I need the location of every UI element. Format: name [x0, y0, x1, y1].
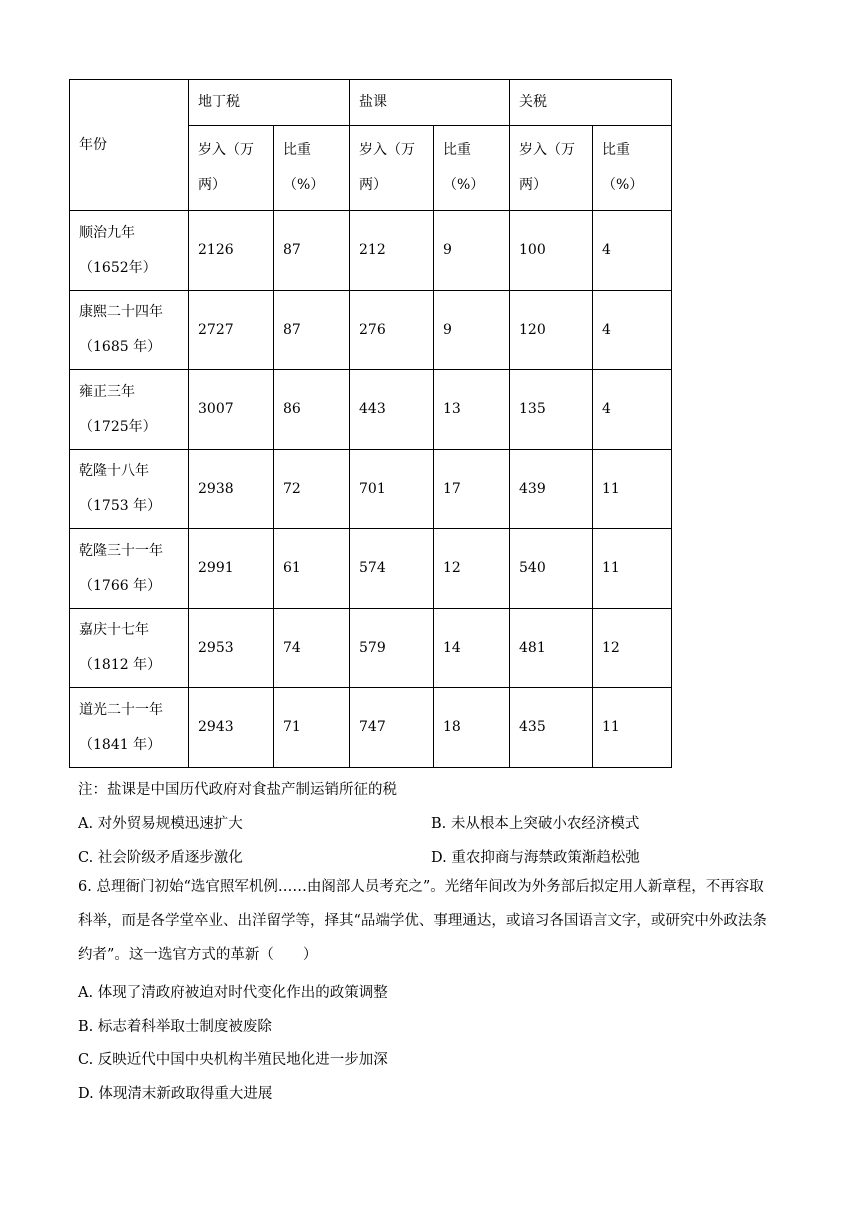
- cell: 72: [274, 450, 350, 529]
- year-header: 年份: [70, 80, 189, 211]
- sub-header-income: 岁入（万两）: [350, 126, 434, 211]
- cell: 18: [434, 688, 510, 768]
- cell: 17: [434, 450, 510, 529]
- cell: 135: [510, 370, 593, 450]
- q6-stem: 6. 总理衙门初始“选官照军机例……由阁部人员考充之”。光绪年间改为外务部后拟定用人新章程，不再容取科举，而是各学堂卒业、出洋留学等，择其“品端学优、事理通达，或谙习各国语言文字，或研究中外政法条约者”。这一选官方式的革新（ ）: [78, 879, 767, 963]
- cell: 2727: [189, 291, 274, 370]
- year-cell: 道光二十一年（1841 年）: [70, 688, 189, 768]
- table-row: [70, 688, 672, 768]
- group-header-diding: 地丁税: [189, 80, 350, 126]
- sub-header-income: 岁入（万两）: [189, 126, 274, 211]
- q6-option-c: C. 反映近代中国中央机构半殖民地化进一步加深: [78, 1052, 388, 1068]
- q6-option-b: B. 标志着科举取士制度被废除: [78, 1019, 272, 1035]
- cell: 3007: [189, 370, 274, 450]
- year-cell: 乾隆十八年（1753 年）: [70, 450, 189, 529]
- cell: 212: [350, 211, 434, 291]
- year-cell: 顺治九年（1652年）: [70, 211, 189, 291]
- cell: 13: [434, 370, 510, 450]
- cell: 439: [510, 450, 593, 529]
- cell: 4: [593, 211, 672, 291]
- tax-revenue-table: [69, 79, 672, 768]
- cell: 86: [274, 370, 350, 450]
- year-cell: 康熙二十四年（1685 年）: [70, 291, 189, 370]
- cell: 11: [593, 450, 672, 529]
- cell: 2126: [189, 211, 274, 291]
- cell: 435: [510, 688, 593, 768]
- cell: 701: [350, 450, 434, 529]
- cell: 74: [274, 609, 350, 688]
- cell: 12: [593, 609, 672, 688]
- group-header-guanshui: 关税: [510, 80, 672, 126]
- year-cell: 雍正三年（1725年）: [70, 370, 189, 450]
- table-row: [70, 370, 672, 450]
- cell: 747: [350, 688, 434, 768]
- cell: 481: [510, 609, 593, 688]
- cell: 579: [350, 609, 434, 688]
- q5-option-a: A. 对外贸易规模迅速扩大: [78, 816, 243, 832]
- cell: 61: [274, 529, 350, 609]
- table-row: [70, 450, 672, 529]
- cell: 87: [274, 211, 350, 291]
- cell: 14: [434, 609, 510, 688]
- cell: 2943: [189, 688, 274, 768]
- table-note: 注：盐课是中国历代政府对食盐产制运销所征的税: [78, 782, 397, 798]
- q6-option-a: A. 体现了清政府被迫对时代变化作出的政策调整: [78, 985, 388, 1001]
- cell: 100: [510, 211, 593, 291]
- table-row: [70, 529, 672, 609]
- cell: 87: [274, 291, 350, 370]
- sub-header-ratio: 比重（%）: [434, 126, 510, 211]
- sub-header-ratio: 比重（%）: [593, 126, 672, 211]
- q5-option-c: C. 社会阶级矛盾逐步激化: [78, 850, 243, 866]
- cell: 2991: [189, 529, 274, 609]
- cell: 12: [434, 529, 510, 609]
- cell: 574: [350, 529, 434, 609]
- table-row: [70, 291, 672, 370]
- cell: 443: [350, 370, 434, 450]
- cell: 4: [593, 291, 672, 370]
- cell: 9: [434, 291, 510, 370]
- cell: 9: [434, 211, 510, 291]
- cell: 276: [350, 291, 434, 370]
- cell: 11: [593, 688, 672, 768]
- group-header-yanke: 盐课: [350, 80, 510, 126]
- q5-option-b: B. 未从根本上突破小农经济模式: [431, 816, 640, 832]
- cell: 2953: [189, 609, 274, 688]
- cell: 4: [593, 370, 672, 450]
- year-cell: 乾隆三十一年（1766 年）: [70, 529, 189, 609]
- cell: 2938: [189, 450, 274, 529]
- q5-option-d: D. 重农抑商与海禁政策渐趋松弛: [431, 850, 640, 866]
- cell: 540: [510, 529, 593, 609]
- sub-header-income: 岁入（万两）: [510, 126, 593, 211]
- cell: 11: [593, 529, 672, 609]
- sub-header-ratio: 比重（%）: [274, 126, 350, 211]
- cell: 120: [510, 291, 593, 370]
- table-row: [70, 609, 672, 688]
- q6-option-d: D. 体现清末新政取得重大进展: [78, 1086, 273, 1102]
- cell: 71: [274, 688, 350, 768]
- year-cell: 嘉庆十七年（1812 年）: [70, 609, 189, 688]
- table-row: [70, 211, 672, 291]
